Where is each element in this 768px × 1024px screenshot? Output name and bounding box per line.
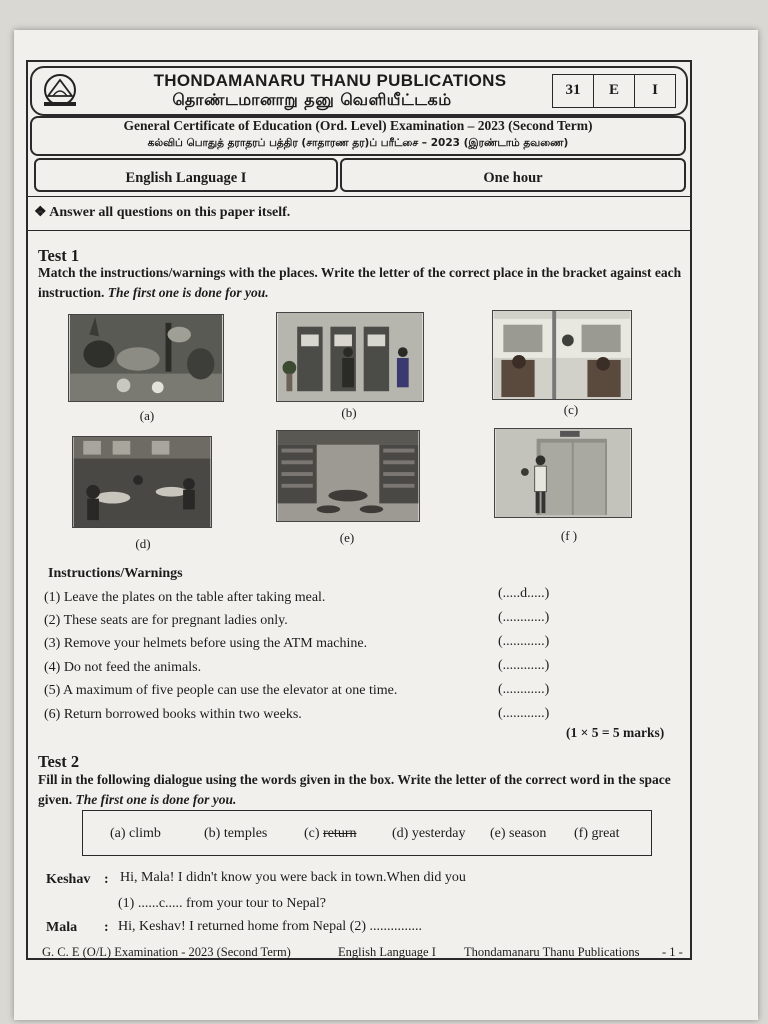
paper-code-language: E [594, 75, 635, 107]
test2-instruction-text: Fill in the following dialogue using the words given in the box. Write the letter of the correct word in the space given. [38, 772, 671, 807]
instruction-divider [28, 230, 690, 231]
caption-d: (d) [135, 536, 151, 551]
answer-bracket-5[interactable]: (............) [498, 682, 550, 697]
instruction-item-6: (6) Return borrowed books within two weeks. [44, 707, 302, 722]
footer-page-number: - 1 - [662, 945, 683, 959]
general-instruction: ❖ Answer all questions on this paper itself. [34, 205, 291, 220]
test2-title: Test 2 [38, 752, 80, 771]
exam-duration: One hour [483, 170, 543, 186]
footer-publisher: Thondamanaru Thanu Publications [464, 945, 640, 959]
speaker-keshav: Keshav [46, 872, 91, 887]
header-divider [28, 196, 690, 197]
word-f: (f) great [574, 826, 620, 841]
footer-exam: G. C. E (O/L) Examination - 2023 (Second Term) [42, 945, 291, 959]
keshav-line-2[interactable]: (1) ......c..... from your tour to Nepal? [118, 896, 326, 911]
exam-title-tamil: கல்விப் பொதுத் தராதரப் பத்திர (சாதாரண தர)ப் பரீட்சை – 2023 (இரண்டாம் தவணை) [147, 137, 569, 149]
word-c: (c) return [304, 826, 357, 841]
answer-bracket-3[interactable]: (............) [498, 634, 550, 649]
paper-code-box [552, 74, 676, 108]
instruction-item-3: (3) Remove your helmets before using the ATM machine. [44, 636, 368, 651]
paper-code-part: I [652, 82, 658, 98]
word-e: (e) season [490, 826, 547, 841]
answer-bracket-1[interactable]: (.....d.....) [498, 586, 550, 601]
exam-title-english: General Certificate of Education (Ord. Level) Examination – 2023 (Second Term) [123, 118, 593, 133]
caption-c: (c) [563, 402, 579, 417]
test1-example-note: The first one is done for you. [107, 285, 269, 300]
publisher-name-english: THONDAMANARU THANU PUBLICATIONS [153, 71, 507, 90]
test1-instruction [38, 263, 684, 303]
picture-b-atm-machines [276, 312, 424, 402]
answer-bracket-4[interactable]: (............) [498, 658, 550, 673]
speaker-separator: : [104, 872, 109, 887]
instruction-item-2: (2) These seats are for pregnant ladies only. [44, 613, 288, 628]
footer-subject: English Language I [338, 945, 436, 959]
caption-b: (b) [341, 405, 357, 420]
instruction-item-1: (1) Leave the plates on the table after taking meal. [44, 590, 326, 605]
publisher-logo-icon [40, 72, 80, 110]
answer-bracket-2[interactable]: (............) [498, 610, 550, 625]
caption-e: (e) [339, 530, 355, 545]
subject-name: English Language I [125, 170, 247, 186]
caption-a: (a) [139, 408, 155, 423]
word-d: (d) yesterday [392, 826, 466, 841]
test1-marks: (1 × 5 = 5 marks) [566, 725, 665, 740]
mala-line-1[interactable]: Hi, Keshav! I returned home from Nepal (2) ............... [118, 919, 423, 934]
speaker-mala: Mala [46, 920, 78, 935]
caption-f: (f ) [560, 528, 578, 543]
test2-example-note: The first one is done for you. [75, 792, 237, 807]
picture-c-bus-seats [492, 310, 632, 400]
answer-bracket-6[interactable]: (............) [498, 706, 550, 721]
test1-instruction-text: Match the instructions/warnings with the places. Write the letter of the correct place in the bracket against each instruction. [38, 265, 682, 300]
speaker-separator: : [104, 920, 109, 935]
instructions-list-title: Instructions/Warnings [48, 566, 183, 581]
keshav-line-1: Hi, Mala! I didn't know you were back in town.When did you [120, 870, 466, 885]
instruction-item-5: (5) A maximum of five people can use the elevator at one time. [44, 683, 398, 698]
word-a: (a) climb [110, 826, 161, 841]
picture-d-restaurant [72, 436, 212, 528]
instruction-item-4: (4) Do not feed the animals. [44, 660, 202, 675]
publisher-name-tamil: தொண்டமானாறு தனு வெளியீட்டகம் [172, 90, 452, 109]
word-box [82, 810, 652, 856]
picture-a-zoo-animals [68, 314, 224, 402]
word-c-struck: return [323, 826, 357, 841]
paper-code-number: 31 [553, 75, 594, 107]
picture-e-library [276, 430, 420, 522]
picture-f-elevator [494, 428, 632, 518]
test2-instruction [38, 770, 684, 810]
word-b: (b) temples [204, 826, 268, 841]
test1-title: Test 1 [38, 246, 80, 265]
